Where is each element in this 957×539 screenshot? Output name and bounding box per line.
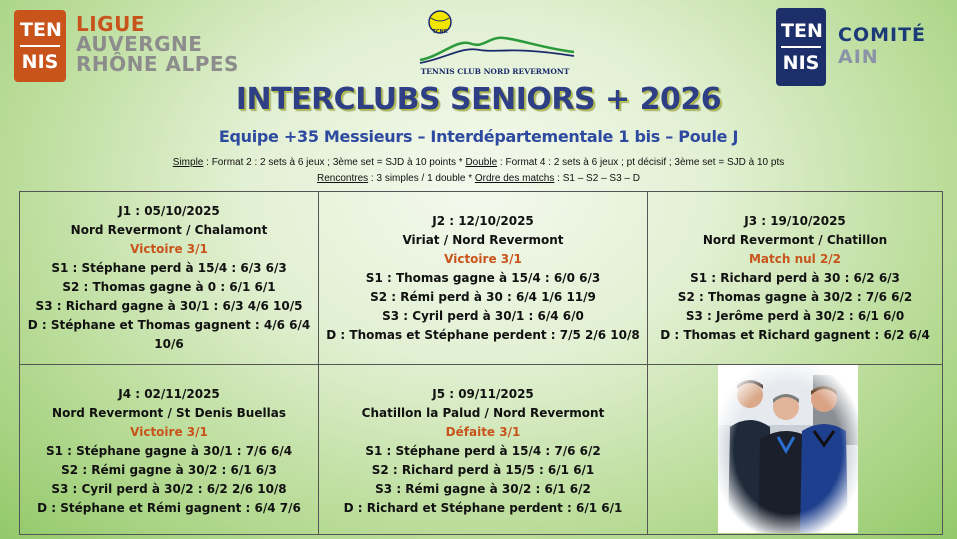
match-line-s1: S1 : Thomas gagne à 15/4 : 6/0 6/3 [365, 271, 601, 285]
match-cell-j4 [20, 365, 319, 535]
match-result: Défaite 3/1 [445, 425, 521, 439]
logo-left-line2: NIS [21, 50, 59, 73]
logo-right-line2: NIS [782, 51, 820, 74]
match-teams: Chatillon la Palud / Nord Revermont [361, 406, 605, 420]
match-line-d: D : Thomas et Stéphane perdent : 7/5 2/6 10/8 [326, 328, 640, 342]
match-line-d: D : Richard et Stéphane perdent : 6/1 6/1 [343, 501, 623, 515]
match-line-s2: S2 : Richard perd à 15/5 : 6/1 6/1 [371, 463, 595, 477]
ligue-line2: AUVERGNE [76, 32, 203, 56]
match-cell-j2 [319, 192, 648, 365]
match-line-s1: S1 : Stéphane perd à 15/4 : 7/6 6/2 [365, 444, 601, 458]
ordre-label: Ordre des matchs [474, 173, 555, 184]
match-cell-j5 [319, 365, 648, 535]
match-teams: Nord Revermont / Chalamont [70, 223, 268, 237]
team-photo [718, 365, 858, 533]
club-badge-text: TCNR [432, 29, 448, 35]
team-photo-cell [648, 365, 943, 535]
match-result: Victoire 3/1 [130, 242, 208, 256]
match-line-s2: S2 : Rémi perd à 30 : 6/4 1/6 11/9 [370, 290, 596, 304]
match-day: J5 : 09/11/2025 [432, 387, 534, 401]
match-line-s1: S1 : Stéphane gagne à 30/1 : 7/6 6/4 [45, 444, 293, 458]
match-cell-j3 [648, 192, 943, 365]
match-line-s3: S3 : Richard gagne à 30/1 : 6/3 4/6 10/5 [35, 299, 303, 313]
match-result: Match nul 2/2 [748, 252, 842, 266]
match-teams: Nord Revermont / Chatillon [702, 233, 888, 247]
match-day: J3 : 19/10/2025 [744, 214, 846, 228]
match-line-s3: S3 : Cyril perd à 30/1 : 6/4 6/0 [382, 309, 584, 323]
page-subtitle: Equipe +35 Messieurs – Interdépartementale 1 bis – Poule J [218, 127, 739, 146]
match-day: J2 : 12/10/2025 [432, 214, 534, 228]
logo-right-line1: TEN [781, 22, 821, 48]
match-line-s1: S1 : Stéphane perd à 15/4 : 6/3 6/3 [51, 261, 287, 275]
match-line-d: D : Stéphane et Thomas gagnent : 4/6 6/4 10/6 [27, 318, 311, 351]
match-line-s3: S3 : Rémi gagne à 30/2 : 6/1 6/2 [375, 482, 591, 496]
double-text: : Format 4 : 2 sets à 6 jeux ; pt décisif ; 3ème set = SJD à 10 pts [497, 157, 785, 168]
simple-label: Simple [172, 157, 204, 168]
match-day: J4 : 02/11/2025 [118, 387, 220, 401]
match-result: Victoire 3/1 [444, 252, 522, 266]
page-title: INTERCLUBS SENIORS + 2026 [235, 82, 722, 117]
match-result: Victoire 3/1 [130, 425, 208, 439]
match-line-s1: S1 : Richard perd à 30 : 6/2 6/3 [690, 271, 900, 285]
simple-text: : Format 2 : 2 sets à 6 jeux ; 3ème set = SJD à 10 points * [203, 157, 466, 168]
rencontres-text: : 3 simples / 1 double * [368, 173, 475, 184]
tennis-logo-right [776, 8, 826, 86]
match-line-d: D : Stéphane et Rémi gagnent : 6/4 7/6 [37, 501, 301, 515]
match-line-s3: S3 : Jerôme perd à 30/2 : 6/1 6/0 [685, 309, 905, 323]
match-line-s3: S3 : Cyril perd à 30/2 : 6/2 2/6 10/8 [51, 482, 287, 496]
club-name: TENNIS CLUB NORD REVERMONT [420, 67, 570, 76]
match-teams: Viriat / Nord Revermont [402, 233, 564, 247]
match-line-s2: S2 : Thomas gagne à 0 : 6/1 6/1 [62, 280, 276, 294]
ligue-name [76, 14, 239, 74]
ligue-line1: LIGUE [76, 12, 146, 36]
ordre-text: : S1 – S2 – S3 – D [554, 173, 640, 184]
match-line-d: D : Thomas et Richard gagnent : 6/2 6/4 [660, 328, 930, 342]
match-line-s2: S2 : Thomas gagne à 30/2 : 7/6 6/2 [677, 290, 913, 304]
match-cell-j1 [20, 192, 319, 365]
match-teams: Nord Revermont / St Denis Buellas [52, 406, 286, 420]
logo-left-line1: TEN [20, 21, 60, 47]
match-day: J1 : 05/10/2025 [118, 204, 220, 218]
tennis-logo-left [14, 10, 66, 82]
comite-name [838, 24, 926, 68]
comite-line1: COMITÉ [838, 24, 927, 46]
format-rules [0, 157, 957, 168]
match-line-s2: S2 : Rémi gagne à 30/2 : 6/1 6/3 [61, 463, 277, 477]
results-grid [19, 191, 943, 535]
rencontres-label: Rencontres [317, 173, 369, 184]
double-label: Double [465, 157, 498, 168]
ligue-line3: RHÔNE ALPES [76, 52, 239, 76]
order-rules [0, 173, 957, 184]
comite-line2: AIN [838, 46, 879, 68]
